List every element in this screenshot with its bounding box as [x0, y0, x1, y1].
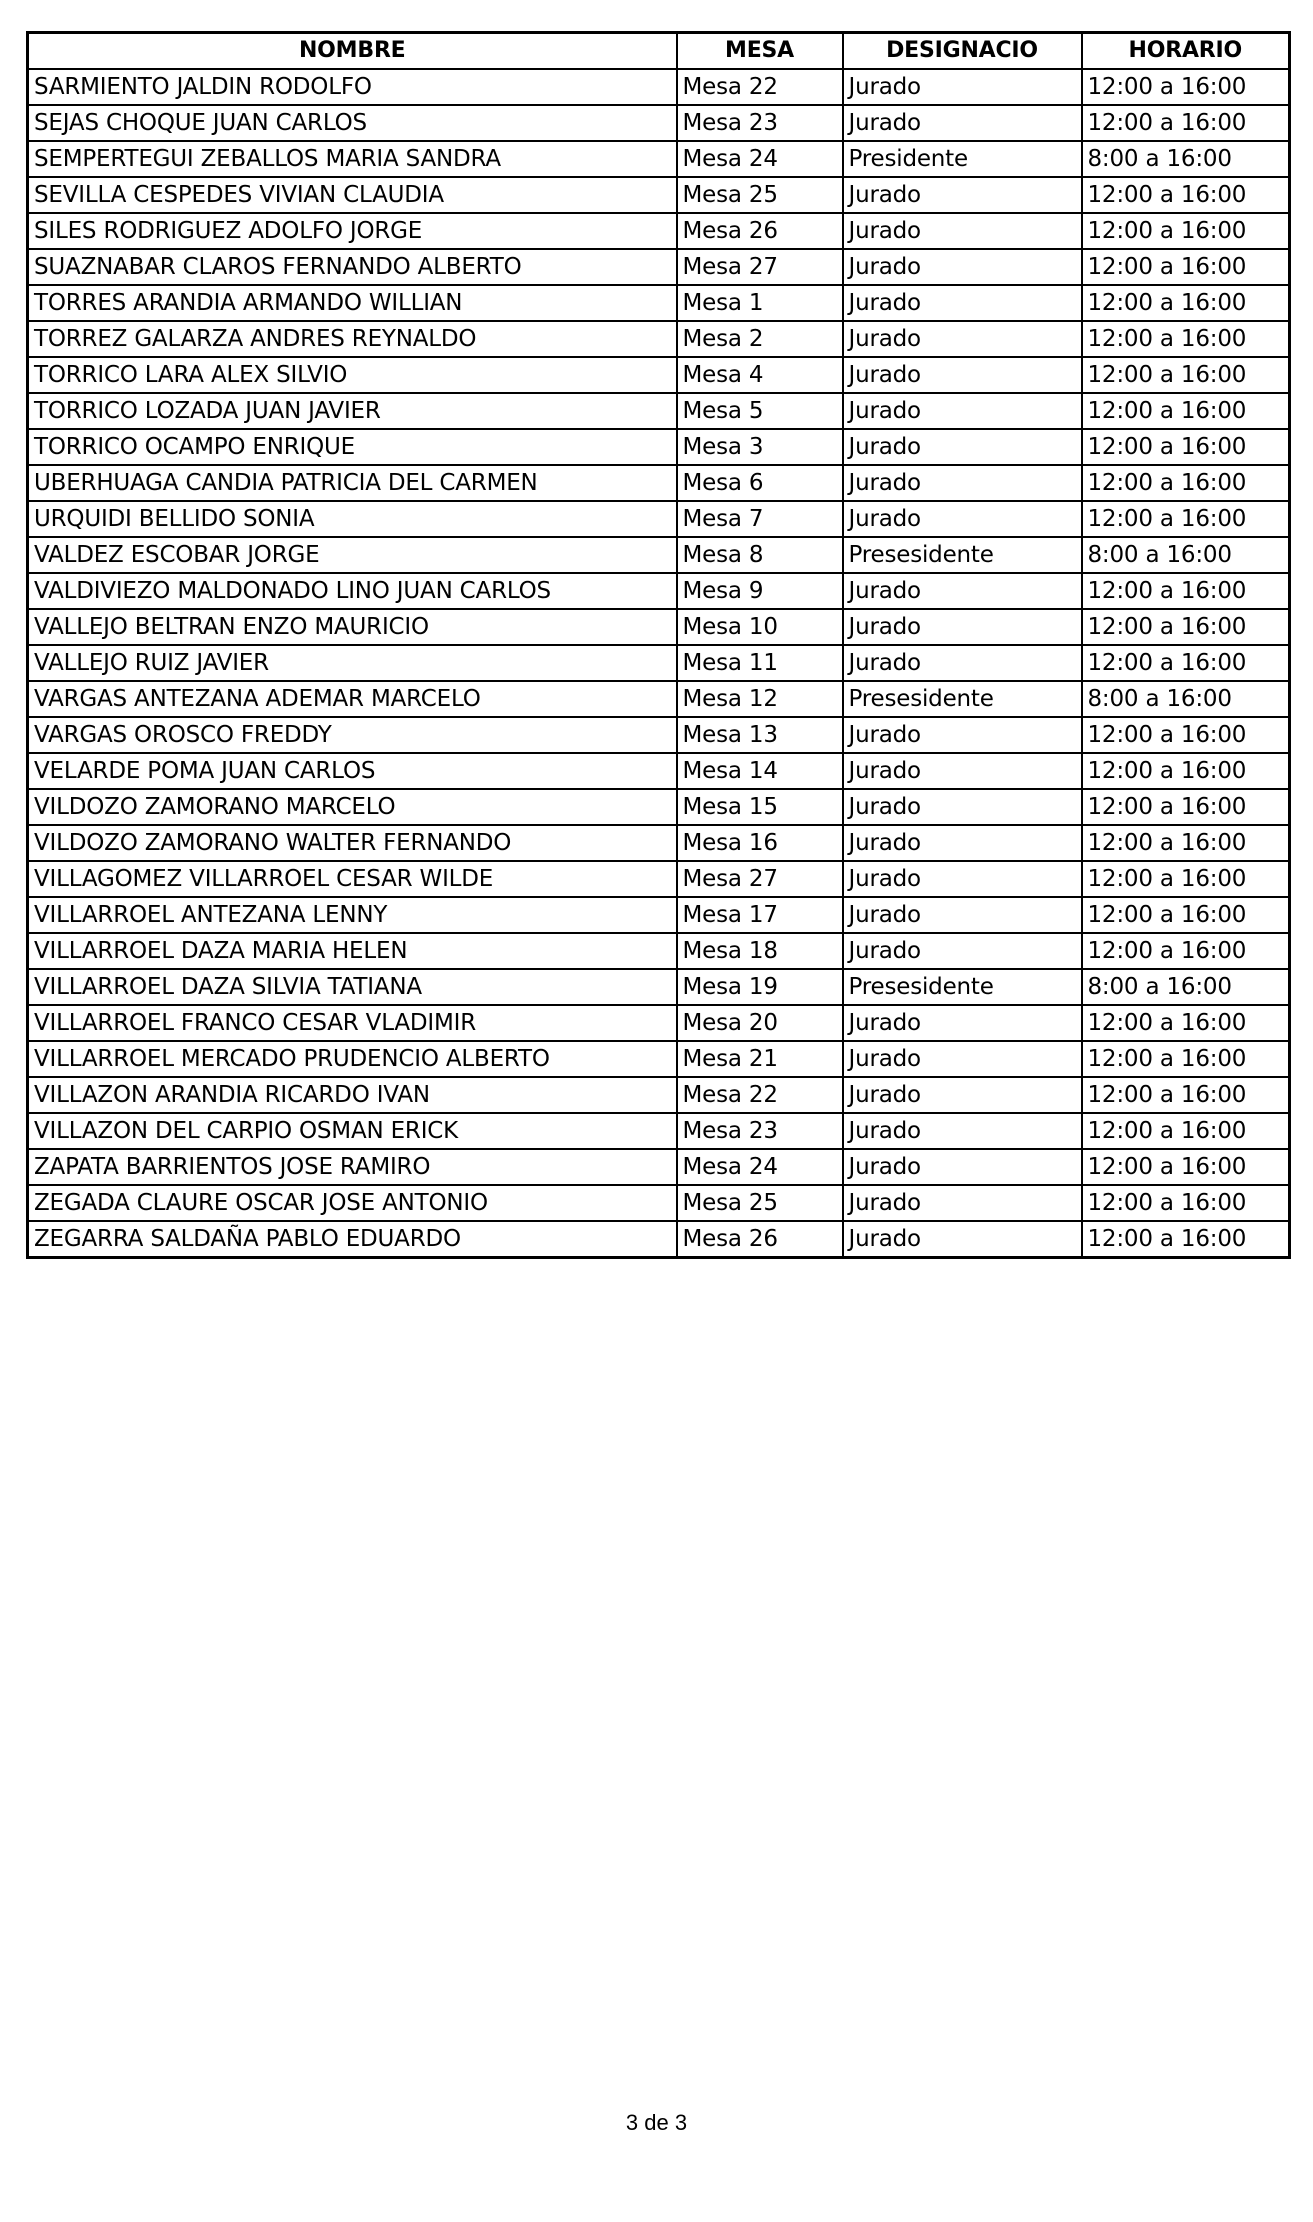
table-row: [28, 501, 1290, 537]
cell-nombre: URQUIDI BELLIDO SONIA: [28, 501, 677, 537]
cell-horario: 12:00 a 16:00: [1082, 429, 1290, 465]
table-row: [28, 393, 1290, 429]
table-row: [28, 609, 1290, 645]
cell-horario: 12:00 a 16:00: [1082, 1041, 1290, 1077]
cell-horario: 12:00 a 16:00: [1082, 177, 1290, 213]
cell-horario: 12:00 a 16:00: [1082, 1005, 1290, 1041]
table-row: [28, 105, 1290, 141]
table-row: [28, 573, 1290, 609]
table-row: [28, 861, 1290, 897]
cell-nombre: ZEGARRA SALDAÑA PABLO EDUARDO: [28, 1221, 677, 1258]
cell-horario: 12:00 a 16:00: [1082, 1113, 1290, 1149]
cell-mesa: Mesa 4: [677, 357, 843, 393]
cell-nombre: VILLAZON DEL CARPIO OSMAN ERICK: [28, 1113, 677, 1149]
table-row: [28, 177, 1290, 213]
cell-nombre: TORREZ GALARZA ANDRES REYNALDO: [28, 321, 677, 357]
table-body: [28, 69, 1290, 1258]
cell-designacion: Jurado: [843, 861, 1082, 897]
cell-horario: 12:00 a 16:00: [1082, 357, 1290, 393]
cell-designacion: Jurado: [843, 897, 1082, 933]
cell-designacion: Presesidente: [843, 681, 1082, 717]
cell-horario: 12:00 a 16:00: [1082, 501, 1290, 537]
cell-mesa: Mesa 22: [677, 69, 843, 105]
cell-mesa: Mesa 24: [677, 1149, 843, 1185]
cell-mesa: Mesa 10: [677, 609, 843, 645]
cell-horario: 12:00 a 16:00: [1082, 933, 1290, 969]
cell-nombre: VARGAS OROSCO FREDDY: [28, 717, 677, 753]
cell-mesa: Mesa 12: [677, 681, 843, 717]
cell-mesa: Mesa 3: [677, 429, 843, 465]
cell-designacion: Jurado: [843, 609, 1082, 645]
cell-mesa: Mesa 14: [677, 753, 843, 789]
cell-nombre: SILES RODRIGUEZ ADOLFO JORGE: [28, 213, 677, 249]
cell-nombre: SARMIENTO JALDIN RODOLFO: [28, 69, 677, 105]
cell-horario: 12:00 a 16:00: [1082, 69, 1290, 105]
cell-horario: 12:00 a 16:00: [1082, 105, 1290, 141]
cell-mesa: Mesa 27: [677, 249, 843, 285]
cell-mesa: Mesa 13: [677, 717, 843, 753]
cell-nombre: SEMPERTEGUI ZEBALLOS MARIA SANDRA: [28, 141, 677, 177]
table-row: [28, 933, 1290, 969]
table-row: [28, 141, 1290, 177]
cell-nombre: VARGAS ANTEZANA ADEMAR MARCELO: [28, 681, 677, 717]
header-mesa: MESA: [677, 33, 843, 70]
table-header-row: [28, 33, 1290, 70]
cell-nombre: ZAPATA BARRIENTOS JOSE RAMIRO: [28, 1149, 677, 1185]
cell-designacion: Jurado: [843, 789, 1082, 825]
cell-nombre: VILLARROEL MERCADO PRUDENCIO ALBERTO: [28, 1041, 677, 1077]
cell-mesa: Mesa 2: [677, 321, 843, 357]
cell-horario: 12:00 a 16:00: [1082, 321, 1290, 357]
table-row: [28, 537, 1290, 573]
cell-horario: 8:00 a 16:00: [1082, 537, 1290, 573]
cell-nombre: ZEGADA CLAURE OSCAR JOSE ANTONIO: [28, 1185, 677, 1221]
table-row: [28, 897, 1290, 933]
cell-nombre: TORRICO LOZADA JUAN JAVIER: [28, 393, 677, 429]
table-row: [28, 681, 1290, 717]
cell-designacion: Jurado: [843, 249, 1082, 285]
cell-horario: 12:00 a 16:00: [1082, 573, 1290, 609]
cell-horario: 12:00 a 16:00: [1082, 1185, 1290, 1221]
cell-mesa: Mesa 11: [677, 645, 843, 681]
cell-designacion: Jurado: [843, 1113, 1082, 1149]
cell-horario: 12:00 a 16:00: [1082, 1221, 1290, 1258]
cell-designacion: Jurado: [843, 825, 1082, 861]
cell-nombre: VILLAGOMEZ VILLARROEL CESAR WILDE: [28, 861, 677, 897]
cell-designacion: Jurado: [843, 1005, 1082, 1041]
cell-designacion: Jurado: [843, 717, 1082, 753]
cell-mesa: Mesa 23: [677, 105, 843, 141]
cell-horario: 12:00 a 16:00: [1082, 753, 1290, 789]
cell-designacion: Jurado: [843, 465, 1082, 501]
cell-designacion: Jurado: [843, 213, 1082, 249]
cell-designacion: Jurado: [843, 429, 1082, 465]
table-row: [28, 465, 1290, 501]
cell-horario: 8:00 a 16:00: [1082, 141, 1290, 177]
cell-designacion: Jurado: [843, 105, 1082, 141]
assignment-table: [26, 31, 1291, 1259]
cell-horario: 12:00 a 16:00: [1082, 825, 1290, 861]
cell-nombre: UBERHUAGA CANDIA PATRICIA DEL CARMEN: [28, 465, 677, 501]
cell-nombre: VALLEJO BELTRAN ENZO MAURICIO: [28, 609, 677, 645]
cell-designacion: Jurado: [843, 1221, 1082, 1258]
cell-designacion: Jurado: [843, 645, 1082, 681]
cell-nombre: VILLARROEL FRANCO CESAR VLADIMIR: [28, 1005, 677, 1041]
page-number: 3 de 3: [625, 2110, 688, 2135]
cell-nombre: TORRICO OCAMPO ENRIQUE: [28, 429, 677, 465]
cell-designacion: Jurado: [843, 393, 1082, 429]
cell-designacion: Jurado: [843, 1185, 1082, 1221]
cell-designacion: Presesidente: [843, 537, 1082, 573]
cell-horario: 12:00 a 16:00: [1082, 789, 1290, 825]
cell-nombre: SEVILLA CESPEDES VIVIAN CLAUDIA: [28, 177, 677, 213]
table-row: [28, 429, 1290, 465]
cell-mesa: Mesa 20: [677, 1005, 843, 1041]
table-row: [28, 357, 1290, 393]
cell-designacion: Jurado: [843, 573, 1082, 609]
cell-mesa: Mesa 21: [677, 1041, 843, 1077]
cell-designacion: Jurado: [843, 1149, 1082, 1185]
cell-mesa: Mesa 26: [677, 1221, 843, 1258]
cell-horario: 12:00 a 16:00: [1082, 645, 1290, 681]
table-row: [28, 1185, 1290, 1221]
cell-designacion: Presidente: [843, 141, 1082, 177]
cell-nombre: VILLARROEL DAZA MARIA HELEN: [28, 933, 677, 969]
cell-mesa: Mesa 15: [677, 789, 843, 825]
cell-mesa: Mesa 17: [677, 897, 843, 933]
cell-horario: 12:00 a 16:00: [1082, 1077, 1290, 1113]
header-designacion: DESIGNACIO: [843, 33, 1082, 70]
cell-mesa: Mesa 25: [677, 1185, 843, 1221]
cell-nombre: VILLARROEL ANTEZANA LENNY: [28, 897, 677, 933]
cell-mesa: Mesa 25: [677, 177, 843, 213]
cell-mesa: Mesa 27: [677, 861, 843, 897]
table-row: [28, 1041, 1290, 1077]
cell-nombre: VALDEZ ESCOBAR JORGE: [28, 537, 677, 573]
cell-mesa: Mesa 23: [677, 1113, 843, 1149]
table-row: [28, 285, 1290, 321]
cell-designacion: Presesidente: [843, 969, 1082, 1005]
table-row: [28, 1005, 1290, 1041]
cell-mesa: Mesa 16: [677, 825, 843, 861]
table-row: [28, 645, 1290, 681]
cell-mesa: Mesa 1: [677, 285, 843, 321]
cell-designacion: Jurado: [843, 177, 1082, 213]
cell-horario: 8:00 a 16:00: [1082, 969, 1290, 1005]
cell-mesa: Mesa 9: [677, 573, 843, 609]
table-row: [28, 717, 1290, 753]
cell-designacion: Jurado: [843, 1077, 1082, 1113]
header-nombre: NOMBRE: [28, 33, 677, 70]
cell-designacion: Jurado: [843, 753, 1082, 789]
cell-horario: 8:00 a 16:00: [1082, 681, 1290, 717]
cell-designacion: Jurado: [843, 933, 1082, 969]
cell-nombre: VALDIVIEZO MALDONADO LINO JUAN CARLOS: [28, 573, 677, 609]
cell-mesa: Mesa 6: [677, 465, 843, 501]
table-row: [28, 789, 1290, 825]
cell-horario: 12:00 a 16:00: [1082, 609, 1290, 645]
table-row: [28, 753, 1290, 789]
cell-horario: 12:00 a 16:00: [1082, 717, 1290, 753]
cell-mesa: Mesa 24: [677, 141, 843, 177]
table-row: [28, 321, 1290, 357]
cell-nombre: TORRES ARANDIA ARMANDO WILLIAN: [28, 285, 677, 321]
cell-nombre: SUAZNABAR CLAROS FERNANDO ALBERTO: [28, 249, 677, 285]
table-row: [28, 1221, 1290, 1258]
cell-mesa: Mesa 5: [677, 393, 843, 429]
cell-horario: 12:00 a 16:00: [1082, 213, 1290, 249]
cell-mesa: Mesa 19: [677, 969, 843, 1005]
cell-designacion: Jurado: [843, 357, 1082, 393]
cell-horario: 12:00 a 16:00: [1082, 465, 1290, 501]
table-row: [28, 69, 1290, 105]
cell-nombre: VILDOZO ZAMORANO WALTER FERNANDO: [28, 825, 677, 861]
cell-nombre: VILLAZON ARANDIA RICARDO IVAN: [28, 1077, 677, 1113]
cell-nombre: SEJAS CHOQUE JUAN CARLOS: [28, 105, 677, 141]
table-row: [28, 249, 1290, 285]
table-row: [28, 213, 1290, 249]
table-row: [28, 1077, 1290, 1113]
table-row: [28, 969, 1290, 1005]
cell-nombre: VALLEJO RUIZ JAVIER: [28, 645, 677, 681]
cell-horario: 12:00 a 16:00: [1082, 285, 1290, 321]
cell-nombre: VILLARROEL DAZA SILVIA TATIANA: [28, 969, 677, 1005]
cell-horario: 12:00 a 16:00: [1082, 897, 1290, 933]
cell-designacion: Jurado: [843, 69, 1082, 105]
cell-designacion: Jurado: [843, 321, 1082, 357]
table-row: [28, 1113, 1290, 1149]
cell-nombre: VELARDE POMA JUAN CARLOS: [28, 753, 677, 789]
cell-designacion: Jurado: [843, 285, 1082, 321]
cell-mesa: Mesa 22: [677, 1077, 843, 1113]
header-horario: HORARIO: [1082, 33, 1290, 70]
cell-designacion: Jurado: [843, 501, 1082, 537]
table-row: [28, 1149, 1290, 1185]
cell-nombre: TORRICO LARA ALEX SILVIO: [28, 357, 677, 393]
cell-mesa: Mesa 18: [677, 933, 843, 969]
cell-mesa: Mesa 8: [677, 537, 843, 573]
cell-horario: 12:00 a 16:00: [1082, 861, 1290, 897]
cell-mesa: Mesa 7: [677, 501, 843, 537]
cell-horario: 12:00 a 16:00: [1082, 393, 1290, 429]
cell-horario: 12:00 a 16:00: [1082, 1149, 1290, 1185]
cell-nombre: VILDOZO ZAMORANO MARCELO: [28, 789, 677, 825]
cell-designacion: Jurado: [843, 1041, 1082, 1077]
cell-horario: 12:00 a 16:00: [1082, 249, 1290, 285]
table-row: [28, 825, 1290, 861]
cell-mesa: Mesa 26: [677, 213, 843, 249]
